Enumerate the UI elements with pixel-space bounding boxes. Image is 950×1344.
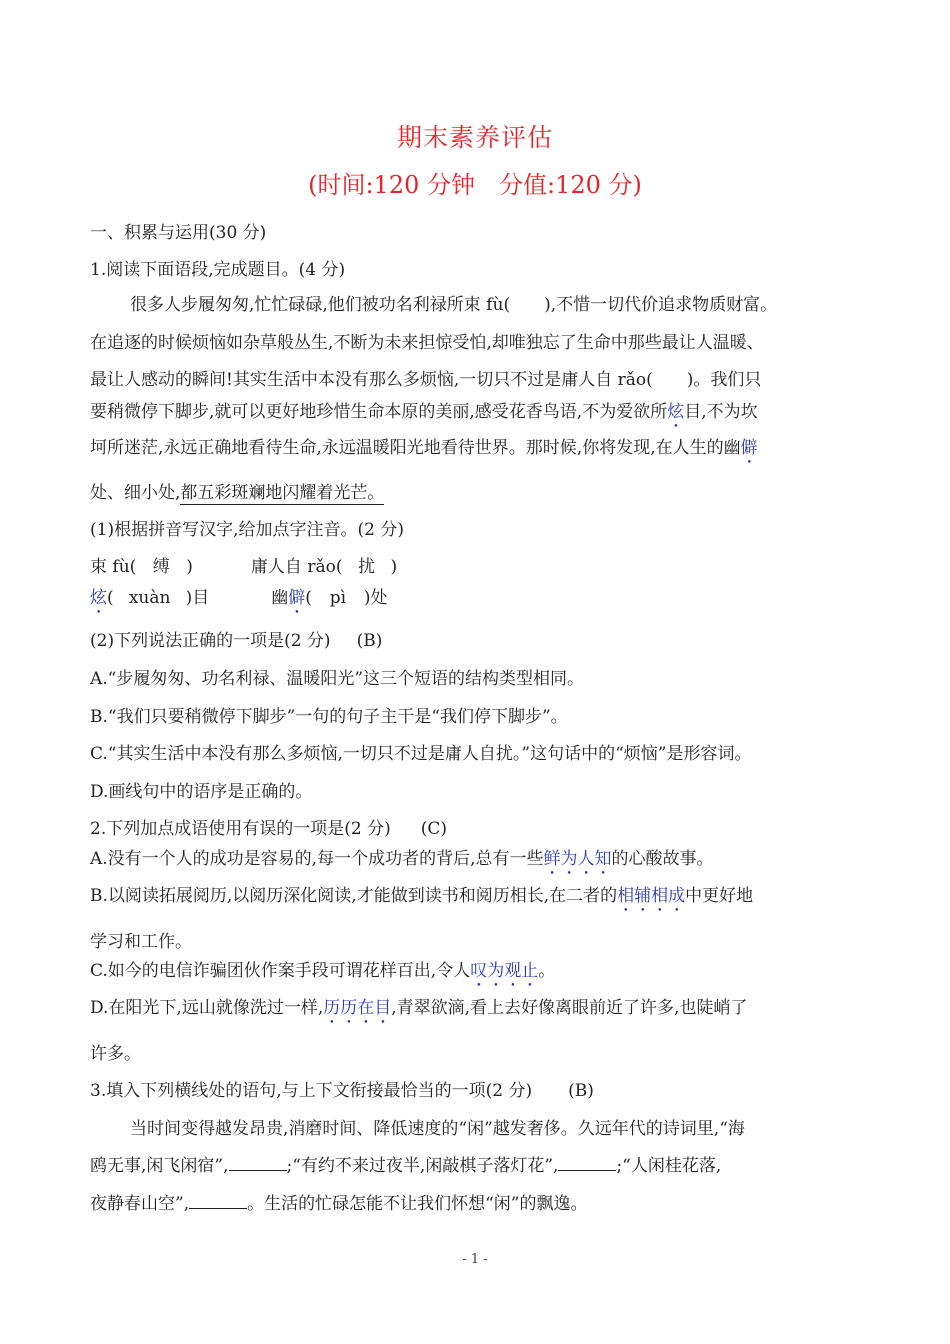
passage-text: ;“有约不来过夜半,闲敲棋子落灯花”, (286, 1156, 559, 1176)
section-heading: 一、积累与运用(30 分) (90, 223, 267, 243)
dotted-idiom: 历历在目 (323, 998, 392, 1018)
passage-line-6 (90, 482, 384, 504)
passage-text: 坷所迷茫,永远正确地看待生命,永远温暖阳光地看待世界。那时候,你将发现,在人生的幽 (90, 438, 741, 458)
page-title: 期末素养评估 (396, 123, 553, 152)
passage-line-5 (90, 437, 758, 468)
passage-text: 目,不为坎 (684, 402, 758, 422)
paren-open: ( (107, 588, 114, 608)
question-text: 3.填入下列横线处的语句,与上下文衔接最恰当的一项(2 分) (90, 1081, 533, 1101)
fill-blank (229, 1156, 287, 1171)
question-3-header (90, 1080, 594, 1102)
passage-line-4 (90, 401, 758, 432)
paren-close: ) (186, 557, 193, 577)
dotted-idiom: 鲜为人知 (543, 849, 612, 869)
page-subtitle: (时间:120 分钟 分值:120 分) (308, 171, 642, 199)
passage-text: ;“人闲桂花落, (616, 1156, 722, 1176)
question-text: (2)下列说法正确的一项是(2 分) (90, 631, 331, 651)
paren-close: ) (390, 557, 398, 577)
q2-option-a (90, 848, 714, 879)
fill-blank (558, 1156, 616, 1171)
q3-passage-line-3 (90, 1193, 588, 1215)
passage-text: 夜静春山空”, (90, 1194, 190, 1214)
answer-pi: pì (329, 588, 347, 608)
q2-option-b (90, 885, 753, 916)
dotted-char: 炫 (667, 402, 685, 422)
passage-text: 要稍微停下脚步,就可以更好地珍惜生命本原的美丽,感受花香鸟语,不为爱欲所 (90, 402, 668, 422)
answer: (C) (420, 819, 447, 839)
paren-close: )处 (363, 588, 388, 608)
paren-open: ( (305, 588, 312, 608)
passage-line-2: 在追逐的时候烦恼如杂草般丛生,不断为未来担惊受怕,却唯独忘了生命中那些最让人温暖、 (90, 333, 764, 353)
option-a: A.“步履匆匆、功名利禄、温暖阳光”这三个短语的结构类型相同。 (90, 669, 585, 689)
paren-close: )目 (185, 588, 210, 608)
q2-option-c (90, 960, 555, 991)
option-text: D.在阳光下,远山就像洗过一样, (90, 998, 324, 1018)
passage-text: 处、细小处, (90, 483, 181, 503)
answer-rao: 扰 (357, 557, 375, 577)
dotted-idiom: 叹为观止 (470, 961, 539, 981)
subquestion-1-header: (1)根据拼音写汉字,给加点字注音。(2 分) (90, 520, 404, 540)
passage-line-1: 很多人步履匆匆,忙忙碌碌,他们被功名利禄所束 fù( ),不惜一切代价追求物质财富。 (130, 295, 778, 315)
fill-blank (189, 1194, 247, 1209)
option-c: C.“其实生活中本没有那么多烦恼,一切只不过是庸人自扰。”这句话中的“烦恼”是形容词。 (90, 744, 752, 764)
answer-xuan: xuàn (128, 588, 171, 608)
page-number: - 1 - (462, 1252, 488, 1267)
dotted-char: 僻 (288, 588, 306, 608)
q2-option-d (90, 997, 747, 1028)
answer: (B) (356, 631, 383, 651)
question-1-header: 1.阅读下面语段,完成题目。(4 分) (90, 260, 346, 280)
option-b: B.“我们只要稍微停下脚步”一句的句子主干是“我们停下脚步”。 (90, 707, 568, 727)
option-text: C.如今的电信诈骗团伙作案手段可谓花样百出,令人 (90, 961, 471, 981)
subquestion-2-header (90, 630, 382, 652)
answer-fu: 缚 (152, 557, 170, 577)
q3-passage-line-2 (90, 1155, 721, 1177)
option-text: B.以阅读拓展阅历,以阅历深化阅读,才能做到读书和阅历相长,在二者的 (90, 886, 618, 906)
option-d: D.画线句中的语序是正确的。 (90, 782, 313, 802)
pinyin-label: 庸人自 rǎo( (250, 557, 343, 577)
dotted-idiom: 相辅相成 (617, 886, 686, 906)
underlined-sentence: 都五彩斑斓地闪耀着光芒。 (180, 483, 385, 503)
question-2-header (90, 818, 447, 840)
option-text: 。 (538, 961, 556, 981)
option-text: A.没有一个人的成功是容易的,每一个成功者的背后,总有一些 (90, 849, 544, 869)
dotted-char: 僻 (740, 438, 758, 458)
pinyin-label: 幽 (271, 588, 289, 608)
answer: (B) (568, 1081, 594, 1101)
option-text: 中更好地 (685, 886, 754, 906)
passage-text: 鸥无事,闲飞闲宿”, (90, 1156, 229, 1176)
answer-row-2 (90, 587, 388, 618)
passage-line-3: 最让人感动的瞬间!其实生活中本没有那么多烦恼,一切只不过是庸人自 rǎo( )。我们只 (90, 370, 762, 390)
question-text: 2.下列加点成语使用有误的一项是(2 分) (90, 819, 391, 839)
passage-text: 。生活的忙碌怎能不让我们怀想“闲”的飘逸。 (247, 1194, 588, 1214)
option-text: ,青翠欲滴,看上去好像离眼前近了许多,也陡峭了 (391, 998, 748, 1018)
q3-passage-line-1: 当时间变得越发昂贵,消磨时间、降低速度的“闲”越发奢侈。久远年代的诗词里,“海 (130, 1119, 745, 1139)
dotted-char: 炫 (90, 588, 107, 608)
q2-option-b-cont: 学习和工作。 (90, 932, 192, 952)
pinyin-label: 束 fù( (90, 557, 137, 577)
answer-row-1 (90, 556, 397, 578)
option-text: 的心酸故事。 (611, 849, 714, 869)
q2-option-d-cont: 许多。 (90, 1044, 141, 1064)
